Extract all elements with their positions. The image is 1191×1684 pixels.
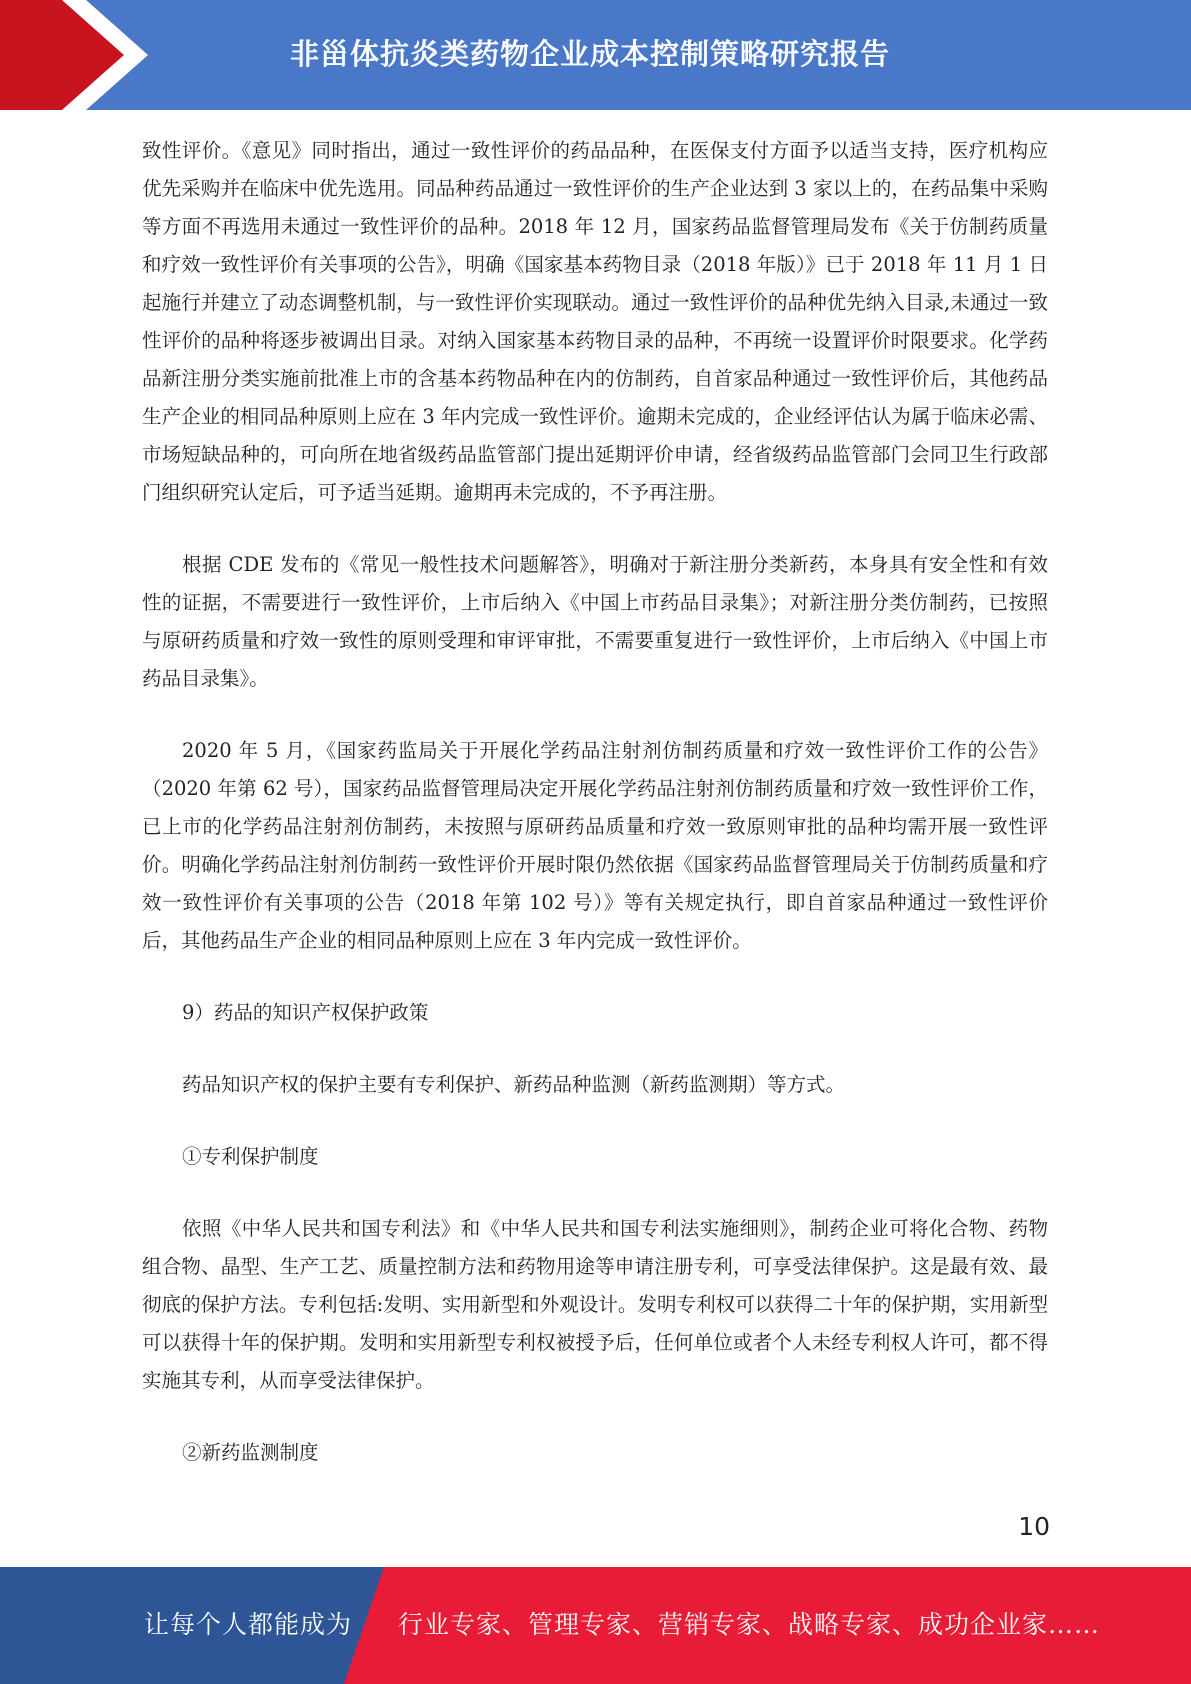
section-heading-ip-policy: 9）药品的知识产权保护政策 [182,1001,429,1024]
document-body [142,132,1048,1506]
paragraph-consistency-evaluation-cont: 致性评价。《意见》同时指出，通过一致性评价的药品品种，在医保支付方面予以适当支持，医疗机构应优先采购并在临床中优先选用。同品种药品通过一致性评价的生产企业达到 3 家以上的，在药品集中采购等方面不再选用未通过一致性评价的品种。2018 年 12 月，国家药品监督管理局发布《关于仿制药质量和疗效一致性评价有关事项的公告》，明确《国家基本药物目录（2018 年版）》已于 2018 年 11 月 1 日起施行并建立了动态调整机制，与一致性评价实现联动。通过一致性评价的品种优先纳入目录,未通过一致性评价的品种将逐步被调出目录。对纳入国家基本药物目录的品种，不再统一设置评价时限要求。化学药品新注册分类实施前批准上市的含基本药物品种在内的仿制药，自首家品种通过一致性评价后，其他药品生产企业的相同品种原则上应在 3 年内完成一致性评价。逾期未完成的，企业经评估认为属于临床必需、市场短缺品种的，可向所在地省级药品监管部门提出延期评价申请，经省级药品监管部门会同卫生行政部门组织研究认定后，可予适当延期。逾期再未完成的，不予再注册。 [142,139,1048,504]
paragraph-patent-law: 依照《中华人民共和国专利法》和《中华人民共和国专利法实施细则》，制药企业可将化合物、药物组合物、晶型、生产工艺、质量控制方法和药物用途等申请注册专利，可享受法律保护。这是最有效、最彻底的保护方法。专利包括:发明、实用新型和外观设计。发明专利权可以获得二十年的保护期，实用新型可以获得十年的保护期。发明和实用新型专利权被授予后，任何单位或者个人未经专利权人许可，都不得实施其专利，从而享受法律保护。 [142,1217,1048,1392]
report-title: 非甾体抗炎类药物企业成本控制策略研究报告 [290,37,891,71]
page-number: 10 [1018,1512,1050,1541]
header-arrow-decoration [0,0,300,110]
paragraph-injection-evaluation: 2020 年 5 月，《国家药监局关于开展化学药品注射剂仿制药质量和疗效一致性评价工作的公告》（2020 年第 62 号），国家药品监督管理局决定开展化学药品注射剂仿制药质量和疗效一致性评价工作，已上市的化学药品注射剂仿制药，未按照与原研药品质量和疗效一致原则审批的品种均需开展一致性评价。明确化学药品注射剂仿制药一致性评价开展时限仍然依据《国家药品监督管理局关于仿制药质量和疗效一致性评价有关事项的公告（2018 年第 102 号）》等有关规定执行，即自首家品种通过一致性评价后，其他药品生产企业的相同品种原则上应在 3 年内完成一致性评价。 [142,739,1048,952]
subheading-new-drug-monitoring: ②新药监测制度 [182,1441,319,1464]
footer-banner [0,1567,1191,1684]
header-banner [0,0,1191,110]
paragraph-ip-overview: 药品知识产权的保护主要有专利保护、新药品种监测（新药监测期）等方式。 [182,1073,846,1096]
footer-slogan-left: 让每个人都能成为 [144,1610,353,1639]
footer-slogan-right: 行业专家、管理专家、营销专家、战略专家、成功企业家…… [398,1610,1101,1639]
subheading-patent-protection: ①专利保护制度 [182,1145,319,1168]
paragraph-cde-faq: 根据 CDE 发布的《常见一般性技术问题解答》，明确对于新注册分类新药，本身具有安全性和有效性的证据，不需要进行一致性评价，上市后纳入《中国上市药品目录集》；对新注册分类仿制药，已按照与原研药质量和疗效一致性的原则受理和审评审批，不需要重复进行一致性评价，上市后纳入《中国上市药品目录集》。 [142,553,1048,690]
